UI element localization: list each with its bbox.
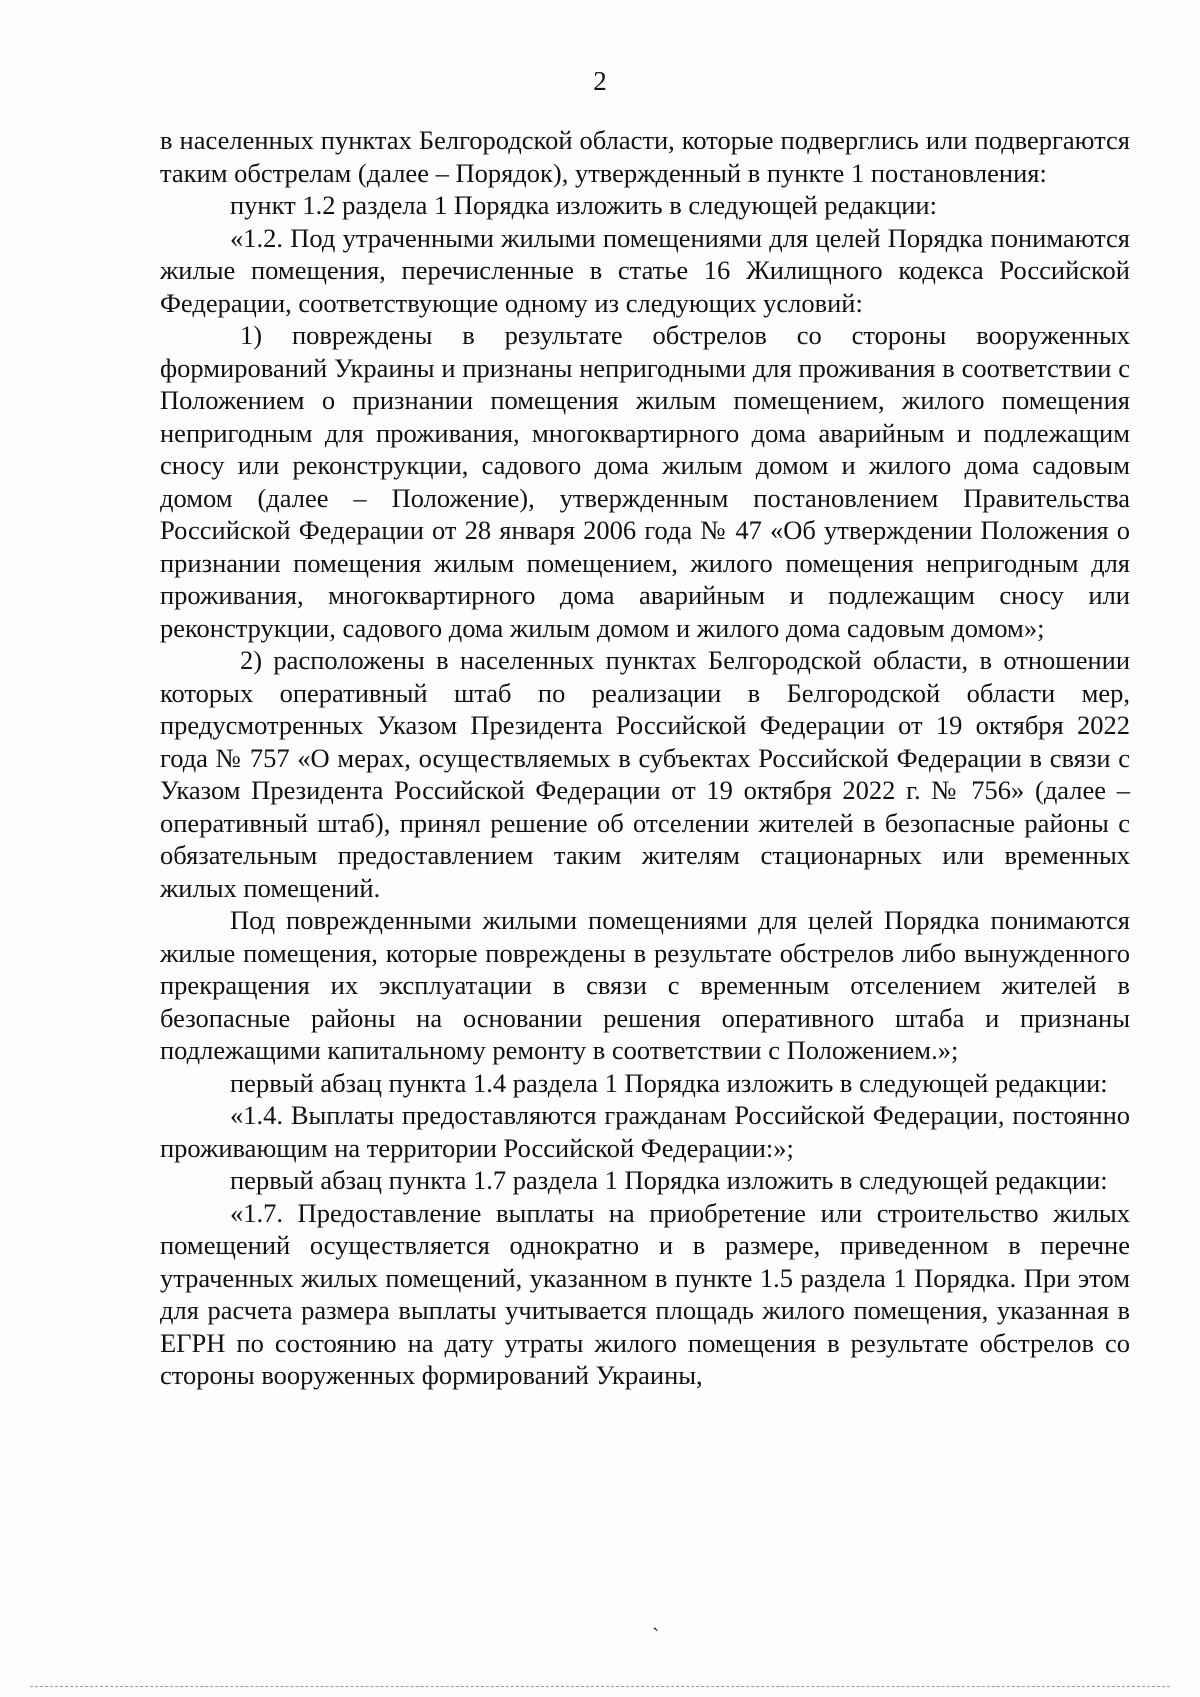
paragraph-intro: в населенных пунктах Белгородской области, которые подверглись или подвергаются таким обстрелам (далее – Порядок), утвержденный в пункте 1 постановления: xyxy=(160,125,1130,188)
paragraph-amend-1-7: первый абзац пункта 1.7 раздела 1 Порядка изложить в следующей редакции: xyxy=(230,1165,1108,1195)
scan-edge-line xyxy=(30,1686,1170,1687)
paragraph-amend-1-2: пункт 1.2 раздела 1 Порядка изложить в следующей редакции: xyxy=(230,190,937,220)
paragraph-amend-1-4: первый абзац пункта 1.4 раздела 1 Порядка изложить в следующей редакции: xyxy=(230,1067,1108,1098)
document-body xyxy=(160,124,1130,1392)
paragraph-condition-2: 2) расположены в населенных пунктах Белгородской области, в отношении которых оперативный штаб по реализации в Белгородской области мер, предусмотренных Указом Президента Российской Федерации от 19 октября 2022 года № 757 «О мерах, осуществляемых в субъектах Российской Федерации в связи с Указом Президента Российской Федерации от 19 октября 2022 г. № 756» (далее – оперативный штаб), принял решение об отселении жителей в безопасные районы с обязательным предоставлением таким жителям стационарных или временных жилых помещений. xyxy=(160,645,1130,903)
paragraph-1-4-text: «1.4. Выплаты предоставляются гражданам Российской Федерации, постоянно проживающим на территории Российской Федерации:»; xyxy=(160,1100,1130,1163)
paragraph-1-2-text: «1.2. Под утраченными жилыми помещениями для целей Порядка понимаются жилые помещения, перечисленные в статье 16 Жилищного кодекса Российской Федерации, соответствующие одному из следующих условий: xyxy=(160,222,1130,318)
scan-speck: ˏ xyxy=(652,1606,660,1631)
paragraph-damaged-premises: Под поврежденными жилыми помещениями для целей Порядка понимаются жилые помещения, которые повреждены в результате обстрелов либо вынужденного прекращения их эксплуатации в связи с временным отселением жителей в безопасные районы на основании решения оперативного штаба и признаны подлежащими капитальному ремонту в соответствии с Положением.»; xyxy=(160,905,1130,1065)
paragraph-1-7-text: «1.7. Предоставление выплаты на приобретение или строительство жилых помещений осуществляется однократно и в размере, приведенном в перечне утраченных жилых помещений, указанном в пункте 1.5 раздела 1 Порядка. При этом для расчета размера выплаты учитывается площадь жилого помещения, указанная в ЕГРН по состоянию на дату утраты жилого помещения в результате обстрелов со стороны вооруженных формирований Украины, xyxy=(160,1197,1130,1390)
paragraph-condition-1: 1) повреждены в результате обстрелов со стороны вооруженных формирований Украины и признаны непригодными для проживания в соответствии с Положением о признании помещения жилым помещением, жилого помещения непригодным для проживания, многоквартирного дома аварийным и подлежащим сносу или реконструкции, садового дома жилым домом и жилого дома садовым домом (далее – Положение), утвержденным постановлением Правительства Российской Федерации от 28 января 2006 года № 47 «Об утверждении Положения о признании помещения жилым помещением, жилого помещения непригодным для проживания, многоквартирного дома аварийным и подлежащим сносу или реконструкции, садового дома жилым домом и жилого дома садовым домом»; xyxy=(160,320,1130,643)
page-number: 2 xyxy=(593,66,607,96)
